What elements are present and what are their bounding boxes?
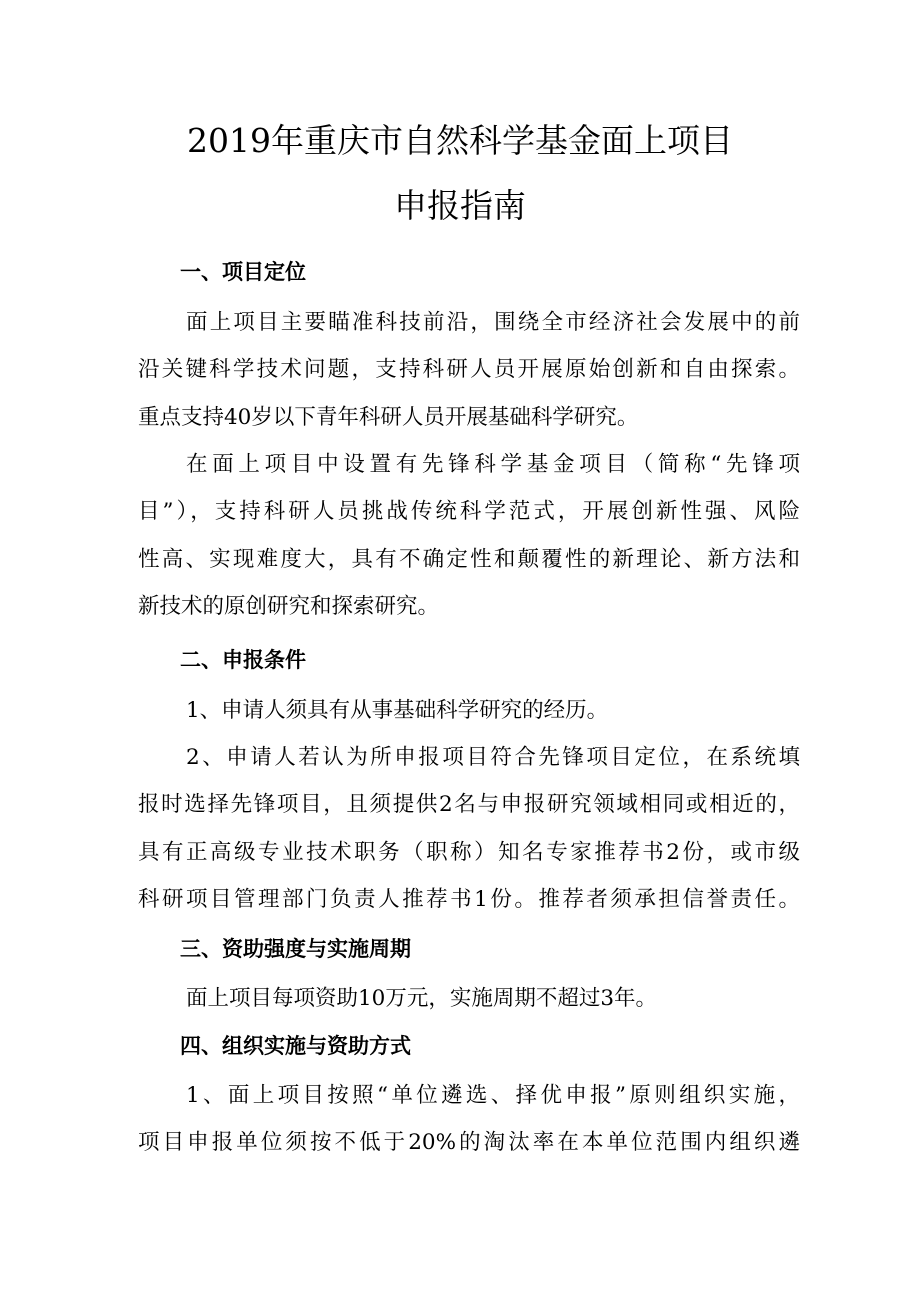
paragraph-line: 2、申请人若认为所申报项目符合先锋项目定位，在系统填 xyxy=(186,745,800,770)
paragraph-line: 报时选择先锋项目，且须提供2名与申报研究领域相同或相近的， xyxy=(138,792,800,818)
section-heading-conditions: 二、申报条件 xyxy=(180,648,306,672)
document-title-line-1: 2019年重庆市自然科学基金面上项目 xyxy=(187,121,733,160)
document-title-line-2: 申报指南 xyxy=(394,186,526,225)
paragraph-line: 沿关键科学技术问题，支持科研人员开展原始创新和自由探索。 xyxy=(138,357,800,383)
paragraph-condition-2 xyxy=(138,734,800,923)
paragraph-positioning-main xyxy=(138,299,800,441)
paragraph-condition-1 xyxy=(138,687,800,734)
paragraph-line: 1、面上项目按照“单位遴选、择优申报”原则组织实施， xyxy=(186,1083,800,1108)
paragraph-pioneer-project xyxy=(138,441,800,630)
paragraph-line: 面上项目主要瞄准科技前沿，围绕全市经济社会发展中的前 xyxy=(186,310,800,335)
paragraph-line: 在面上项目中设置有先锋科学基金项目（简称“先锋项 xyxy=(186,452,800,477)
paragraph-line: 性高、实现难度大，具有不确定性和颠覆性的新理论、新方法和 xyxy=(138,546,800,572)
section-heading-funding: 三、资助强度与实施周期 xyxy=(180,937,411,961)
paragraph-line: 1、申请人须具有从事基础科学研究的经历。 xyxy=(186,698,609,723)
paragraph-line: 具有正高级专业技术职务（职称）知名专家推荐书2份，或市级 xyxy=(138,839,800,865)
paragraph-line: 面上项目每项资助10万元，实施周期不超过3年。 xyxy=(186,986,658,1011)
paragraph-line: 重点支持40岁以下青年科研人员开展基础科学研究。 xyxy=(138,404,639,430)
paragraph-line: 目”），支持科研人员挑战传统科学范式，开展创新性强、风险 xyxy=(138,499,800,525)
paragraph-line: 项目申报单位须按不低于20%的淘汰率在本单位范围内组织遴 xyxy=(138,1130,800,1156)
section-heading-implementation: 四、组织实施与资助方式 xyxy=(180,1034,411,1058)
paragraph-line: 新技术的原创研究和探索研究。 xyxy=(138,593,440,619)
section-heading-positioning: 一、项目定位 xyxy=(180,260,306,284)
paragraph-implementation-1 xyxy=(138,1072,800,1167)
paragraph-funding xyxy=(138,975,800,1022)
paragraph-line: 科研项目管理部门负责人推荐书1份。推荐者须承担信誉责任。 xyxy=(138,886,800,912)
